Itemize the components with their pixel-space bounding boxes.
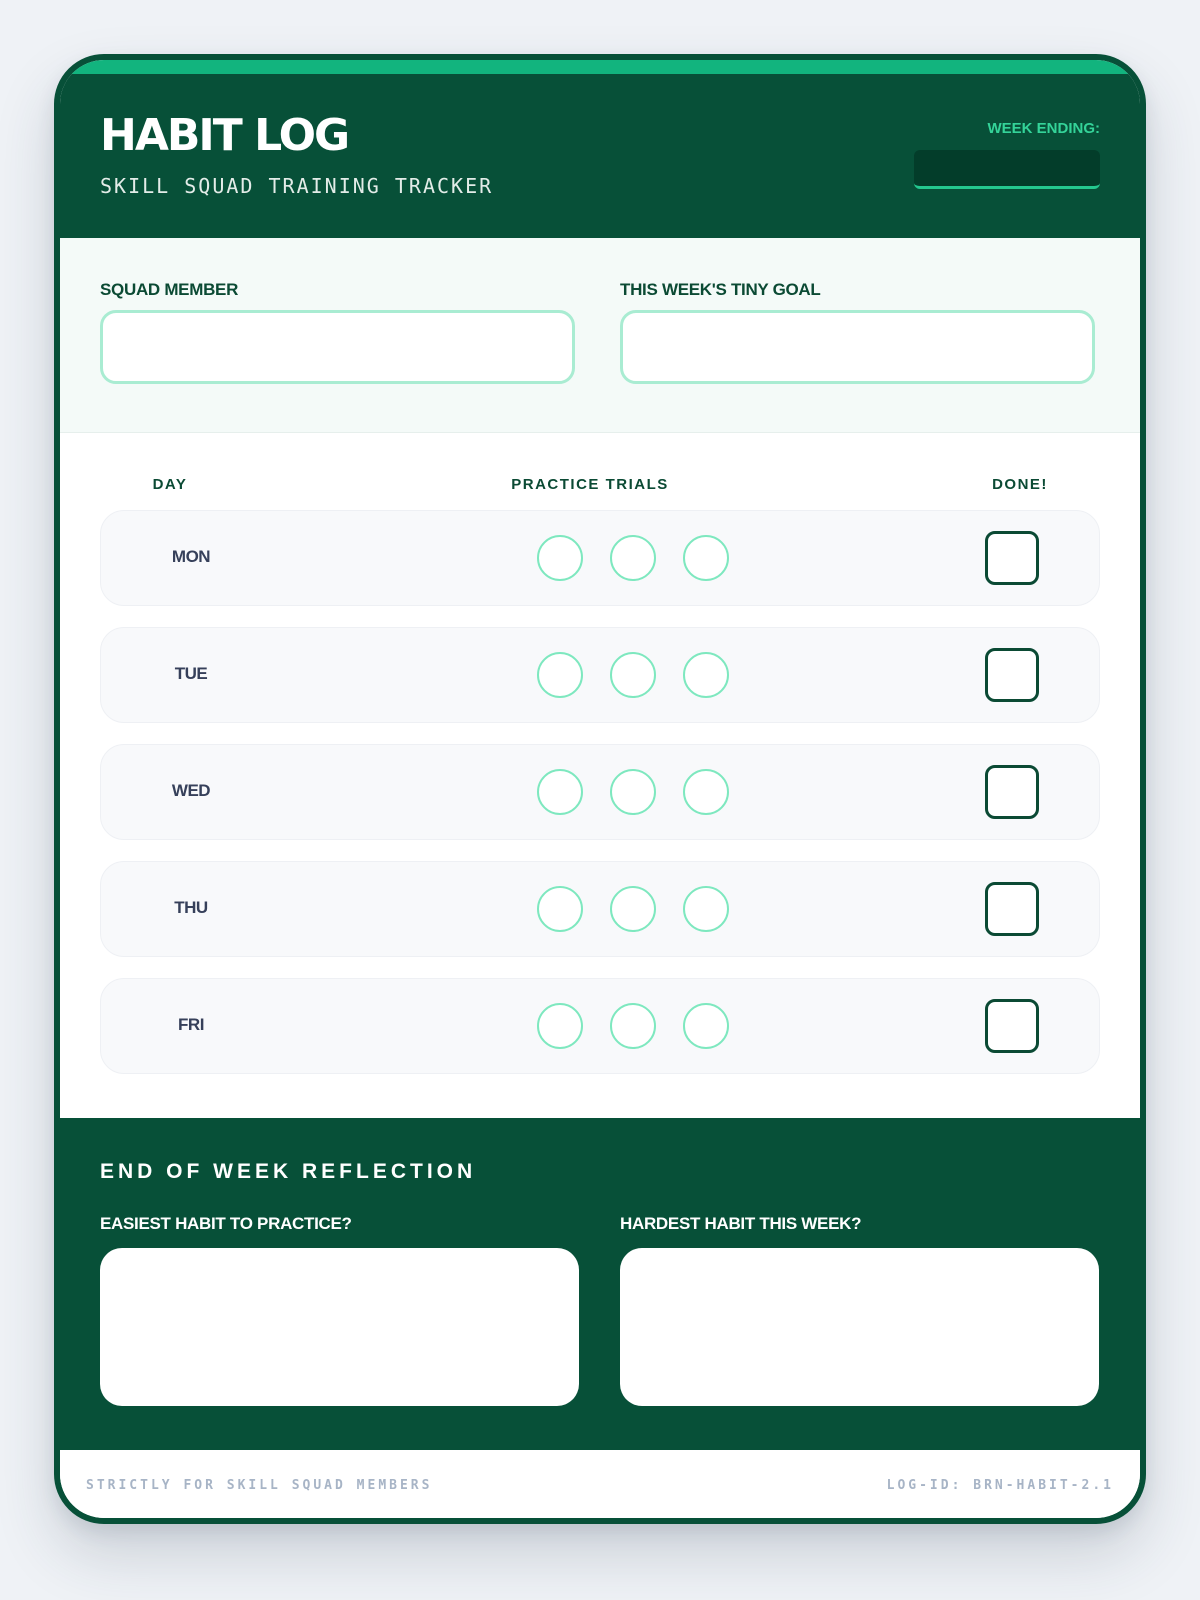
practice-trial-circle[interactable] [683, 886, 729, 932]
column-header-day: DAY [152, 476, 188, 493]
done-checkbox[interactable] [985, 648, 1039, 702]
day-label: TUE [174, 664, 208, 683]
tiny-goal-label: THIS WEEK'S TINY GOAL [620, 280, 821, 299]
table-row [100, 978, 1100, 1074]
column-header-practice-trials: PRACTICE TRIALS [511, 476, 669, 493]
day-label: WED [171, 781, 211, 800]
footer-log-id: LOG-ID: BRN-HABIT-2.1 [886, 1478, 1114, 1493]
practice-trial-circle[interactable] [683, 652, 729, 698]
day-label: FRI [178, 1015, 204, 1034]
member-info-section [60, 238, 1140, 433]
practice-trial-circle[interactable] [610, 535, 656, 581]
reflection-section [60, 1118, 1140, 1450]
practice-trial-circle[interactable] [537, 769, 583, 815]
accent-top-bar [60, 60, 1140, 74]
footer-membership-note: STRICTLY FOR SKILL SQUAD MEMBERS [86, 1478, 433, 1493]
practice-trial-circle[interactable] [537, 886, 583, 932]
squad-member-label: SQUAD MEMBER [100, 280, 239, 299]
table-row [100, 627, 1100, 723]
done-checkbox[interactable] [985, 531, 1039, 585]
practice-trial-circle[interactable] [683, 1003, 729, 1049]
table-row [100, 744, 1100, 840]
week-ending-label: WEEK ENDING: [987, 120, 1100, 137]
done-checkbox[interactable] [985, 999, 1039, 1053]
table-row [100, 861, 1100, 957]
practice-trial-circle[interactable] [610, 1003, 656, 1049]
habit-log-card [54, 54, 1146, 1524]
done-checkbox[interactable] [985, 765, 1039, 819]
done-checkbox[interactable] [985, 882, 1039, 936]
practice-trial-circle[interactable] [537, 535, 583, 581]
practice-trial-circle[interactable] [683, 535, 729, 581]
squad-member-field[interactable] [100, 310, 575, 384]
header [60, 74, 1140, 238]
reflection-title: END OF WEEK REFLECTION [100, 1160, 477, 1183]
practice-trial-circle[interactable] [537, 1003, 583, 1049]
practice-trial-circle[interactable] [610, 886, 656, 932]
week-ending-field[interactable] [914, 150, 1100, 189]
footer [60, 1450, 1140, 1524]
easiest-habit-label: EASIEST HABIT TO PRACTICE? [100, 1214, 352, 1233]
easiest-habit-field[interactable] [100, 1248, 579, 1406]
practice-trial-circle[interactable] [610, 652, 656, 698]
hardest-habit-label: HARDEST HABIT THIS WEEK? [620, 1214, 862, 1233]
day-label: MON [171, 547, 211, 566]
day-label: THU [174, 898, 208, 917]
tiny-goal-field[interactable] [620, 310, 1095, 384]
table-row [100, 510, 1100, 606]
page-title: HABIT LOG [100, 110, 349, 161]
page-subtitle: SKILL SQUAD TRAINING TRACKER [100, 174, 494, 198]
hardest-habit-field[interactable] [620, 1248, 1099, 1406]
practice-trial-circle[interactable] [683, 769, 729, 815]
practice-trial-circle[interactable] [610, 769, 656, 815]
column-header-done: DONE! [992, 476, 1048, 493]
practice-trial-circle[interactable] [537, 652, 583, 698]
